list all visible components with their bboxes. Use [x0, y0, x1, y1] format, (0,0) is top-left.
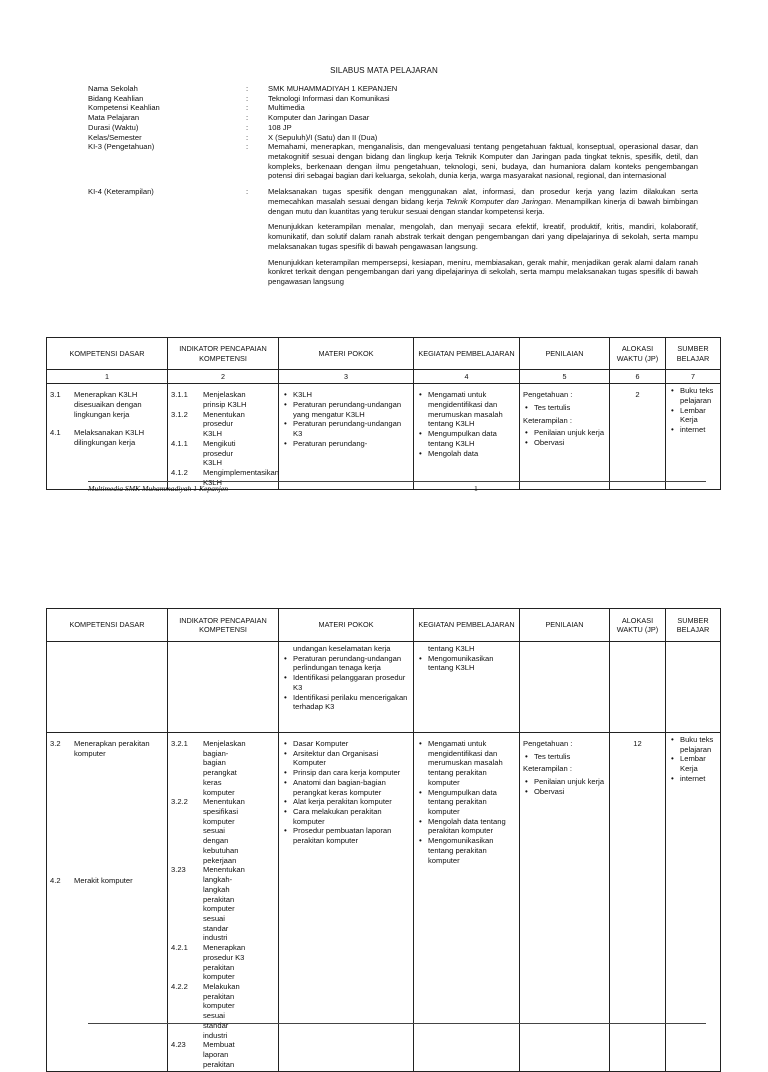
- ipk-number: 3.1.1: [171, 390, 188, 400]
- info-value: Teknologi Informasi dan Komunikasi: [268, 93, 390, 103]
- info-row: [88, 103, 698, 113]
- materi-item: • Identifikasi perilaku mencerigakan terhadap K3: [282, 693, 410, 712]
- col-number: 5: [520, 370, 610, 384]
- info-colon: :: [246, 103, 249, 113]
- col-header-sumber: SUMBER BELAJAR: [666, 338, 721, 370]
- materi-item: • Prosedur pembuatan laporan perakitan komputer: [282, 826, 410, 845]
- penilaian-item: • Obervasi: [523, 438, 606, 448]
- ipk-cell: [168, 642, 279, 733]
- info-label: Kompetensi Keahlian: [88, 103, 160, 113]
- kd-text: Menerapkan perakitan komputer: [74, 739, 150, 758]
- bottom-rule: [88, 1023, 706, 1024]
- ipk-number: 3.1.2: [171, 409, 188, 419]
- ipk-text: Membuat laporan perakitan: [203, 1040, 235, 1069]
- sumber-item: • internet: [669, 774, 717, 784]
- materi-item: • Prinsip dan cara kerja komputer: [282, 768, 410, 778]
- col-header-ipk: INDIKATOR PENCAPAIAN KOMPETENSI: [168, 609, 279, 642]
- materi-item: • Peraturan perundang-undangan K3: [282, 419, 410, 438]
- info-value: Komputer dan Jaringan Dasar: [268, 113, 370, 123]
- materi-cell: [279, 733, 414, 1072]
- info-colon: :: [246, 113, 249, 123]
- sumber-cell: [666, 642, 721, 733]
- ipk-text: Menerapkan prosedur K3 perakitan komputer: [203, 943, 246, 982]
- penilaian-label: Pengetahuan :: [523, 390, 573, 400]
- sumber-cell: [666, 733, 721, 1072]
- ipk-item: [171, 410, 275, 439]
- ipk-text: Menentukan prosedur K3LH: [203, 409, 245, 439]
- materi-cell: [279, 384, 414, 490]
- info-label: Bidang Keahlian: [88, 93, 144, 103]
- syllabus-table-1: [46, 337, 721, 490]
- ki4-paragraph-2: Menunjukkan keterampilan menalar, mengolah, dan menyaji secara efektif, kreatif, produktif, kritis, mandiri, kolaboratif, komunikatif, dan solutif dalam ranah abstrak terkait dengan pengembangan dari yang dipelajarinya di sekolah, serta mampu melaksanakan tugas spesifik di bawah pengawasan langsung.: [268, 222, 698, 251]
- ipk-number: 3.23: [171, 865, 186, 875]
- kd-item: [50, 876, 164, 886]
- materi-item: • Arsitektur dan Organisasi Komputer: [282, 749, 410, 768]
- kegiatan-item: • Mengolah data: [417, 449, 516, 459]
- ki4-p1-text-a: Melaksanakan tugas spesifik dengan menggunakan alat, informasi, dan prosedur kerja yang lazim dilakukan serta memecahkan masalah sesuai dengan bidang kerja: [268, 187, 698, 206]
- info-value: SMK MUHAMMADIYAH 1 KEPANJEN: [268, 84, 398, 93]
- kegiatan-cell: [414, 384, 520, 490]
- ki3-row: [88, 142, 698, 181]
- info-label: Durasi (Waktu): [88, 122, 139, 132]
- table-header-row: [47, 609, 721, 642]
- ipk-text: Menjelaskan prinsip K3LH: [203, 390, 247, 409]
- ipk-item: [171, 439, 275, 468]
- kegiatan-item: • Mengumpulkan data tentang K3LH: [417, 429, 516, 448]
- footer-brand: Multimedia SMK Muhammadiyah 1 Kepanjen: [88, 484, 229, 493]
- ki3-label: KI-3 (Pengetahuan): [88, 142, 155, 152]
- kd-item: [50, 428, 164, 447]
- ipk-number: 4.1.1: [171, 438, 188, 448]
- kegiatan-item: • Mengolah data tentang perakitan komputer: [417, 817, 516, 836]
- materi-item: • Dasar Komputer: [282, 739, 410, 749]
- kegiatan-item: • Mengumpulkan data tentang perakitan komputer: [417, 788, 516, 817]
- info-row: [88, 84, 698, 94]
- kd-number: 3.2: [50, 739, 61, 748]
- col-header-sumber: SUMBER BELAJAR: [666, 609, 721, 642]
- kegiatan-cell: [414, 642, 520, 733]
- ki4-paragraph-1: [268, 187, 698, 216]
- info-colon: :: [246, 84, 249, 93]
- ipk-number: 4.23: [171, 1040, 186, 1050]
- sumber-item: • internet: [669, 425, 717, 435]
- kd-cell: [47, 733, 168, 1072]
- syllabus-table-2: [46, 608, 721, 1072]
- col-header-materi: MATERI POKOK: [279, 338, 414, 370]
- ipk-item: [171, 390, 275, 409]
- sumber-item: • Lembar Kerja: [669, 406, 717, 425]
- kd-number: 4.1: [50, 428, 61, 438]
- ipk-number: 4.1.2: [171, 467, 188, 477]
- col-number: 2: [168, 370, 279, 384]
- info-colon: :: [246, 142, 249, 152]
- ipk-number: 3.2.1: [171, 739, 188, 748]
- materi-continuation: undangan keselamatan kerja: [293, 644, 391, 653]
- info-colon: :: [246, 93, 249, 103]
- info-row: [88, 123, 698, 133]
- table-row: [47, 733, 721, 1072]
- info-label: Kelas/Semester: [88, 132, 142, 142]
- page-footer: [88, 481, 706, 494]
- table-row: [47, 642, 721, 733]
- ipk-item: [171, 797, 275, 865]
- ipk-item: [171, 982, 275, 1040]
- ipk-text: Menjelaskan bagian-bagian perangkat keras komputer: [203, 739, 246, 797]
- materi-item: • Peraturan perundang-: [282, 439, 410, 449]
- sumber-item: • Lembar Kerja: [669, 754, 717, 773]
- kegiatan-item: • Mengomunikasikan tentang perakitan komputer: [417, 836, 516, 865]
- col-header-ipk: INDIKATOR PENCAPAIAN KOMPETENSI: [168, 338, 279, 370]
- materi-item: • Peraturan perundang-undangan yang mengatur K3LH: [282, 400, 410, 419]
- penilaian-item: • Obervasi: [523, 787, 606, 797]
- ipk-cell: [168, 733, 279, 1072]
- info-colon: :: [246, 122, 249, 132]
- kd-number: 3.1: [50, 390, 61, 400]
- col-number: 1: [47, 370, 168, 384]
- col-header-penilaian: PENILAIAN: [520, 609, 610, 642]
- ipk-number: 4.2.1: [171, 943, 188, 953]
- alokasi-value: 12: [633, 739, 642, 748]
- ipk-number: 3.2.2: [171, 797, 188, 807]
- materi-item: • K3LH: [282, 390, 410, 400]
- penilaian-item: • Tes tertulis: [523, 752, 606, 762]
- sumber-item: • Buku teks pelajaran: [669, 386, 717, 405]
- ipk-text: Menentukan langkah-langkah perakitan komputer sesuai standar industri: [203, 865, 245, 943]
- penilaian-item: • Penilaian unjuk kerja: [523, 777, 606, 787]
- col-header-alokasi: ALOKASI WAKTU (JP): [610, 609, 666, 642]
- penilaian-label: Keterampilan :: [523, 764, 572, 774]
- materi-item: • Cara melakukan perakitan komputer: [282, 807, 410, 826]
- info-label: Nama Sekolah: [88, 84, 138, 93]
- sumber-item: • Buku teks pelajaran: [669, 735, 717, 754]
- alokasi-cell: [610, 384, 666, 490]
- ki3-text: Memahami, menerapkan, menganalisis, dan mengevaluasi tentang pengetahuan faktual, konseptual, operasional dasar, dan metakognitif sesuai dengan bidang dan lingkup kerja Teknik Komputer dan Jaringan pada tingkat teknis, spesifik, detil, dan kompleks, berkenaan dengan ilmu pengetahuan, teknologi, seni, budaya, dan humaniora dalam konteks pengembangan potensi diri sebagai bagian dari keluarga, sekolah, dunia kerja, warga masyarakat nasional, regional, dan internasional: [268, 142, 698, 181]
- ipk-text: Melakukan perakitan komputer sesuai standar industri: [203, 981, 240, 1040]
- info-colon: :: [246, 132, 249, 142]
- ipk-item: [171, 865, 275, 943]
- penilaian-cell: [520, 642, 610, 733]
- kegiatan-item: • Mengamati untuk mengidentifikasi dan merumuskan masalah tentang perakitan komputer: [417, 739, 516, 788]
- alokasi-cell: [610, 642, 666, 733]
- info-value: 108 JP: [268, 122, 292, 132]
- materi-item: • Anatomi dan bagian-bagian perangkat keras komputer: [282, 778, 410, 797]
- ki4-row: [88, 187, 698, 286]
- kd-item: [50, 739, 164, 758]
- kegiatan-item: • Mengamati untuk mengidentifikasi dan merumuskan masalah tentang K3LH: [417, 390, 516, 429]
- column-number-row: [47, 370, 721, 384]
- kegiatan-item: • Mengomunikasikan tentang K3LH: [417, 654, 516, 673]
- page-title: SILABUS MATA PELAJARAN: [330, 66, 438, 75]
- materi-item: • Alat kerja perakitan komputer: [282, 797, 410, 807]
- col-number: 6: [610, 370, 666, 384]
- ki4-p1-text-b: . Menampilkan kinerja di bawah bimbingan dengan mutu dan kuantitas yang terukur sesuai dengan standar kompetensi kerja.: [268, 196, 698, 216]
- ipk-item: [171, 943, 275, 982]
- ki4-label: KI-4 (Keterampilan): [88, 187, 154, 197]
- materi-item: • Peraturan perundang-undangan perlindungan tenaga kerja: [282, 654, 410, 673]
- col-header-kd: KOMPETENSI DASAR: [47, 338, 168, 370]
- kd-item: [50, 390, 164, 419]
- kd-text: Melaksanakan K3LH dilingkungan kerja: [74, 428, 145, 448]
- ki4-paragraph-3: Menunjukkan keterampilan mempersepsi, kesiapan, meniru, membiasakan, gerak mahir, menjadikan gerak alami dalam ranah konkret terkait dengan pengembangan dari yang dipelajarinya di sekolah, serta mampu melaksanakan tugas spesifik di bawah pengawasan langsung: [268, 257, 698, 286]
- kegiatan-cell: [414, 733, 520, 1072]
- table-header-row: [47, 338, 721, 370]
- ipk-number: 4.2.2: [171, 981, 188, 991]
- info-row: [88, 133, 698, 143]
- ipk-item: [171, 739, 275, 797]
- col-header-penilaian: PENILAIAN: [520, 338, 610, 370]
- info-row: [88, 113, 698, 123]
- ipk-text: Mengikuti prosedur K3LH: [203, 438, 236, 468]
- col-number: 3: [279, 370, 414, 384]
- col-header-kegiatan: KEGIATAN PEMBELAJARAN: [414, 609, 520, 642]
- table-row: [47, 384, 721, 490]
- ipk-cell: [168, 384, 279, 490]
- col-number: 4: [414, 370, 520, 384]
- materi-item: • Identifikasi pelanggaran prosedur K3: [282, 673, 410, 692]
- penilaian-cell: [520, 384, 610, 490]
- col-number: 7: [666, 370, 721, 384]
- penilaian-label: Pengetahuan :: [523, 739, 573, 748]
- info-value: Multimedia: [268, 103, 305, 113]
- ipk-text: Menentukan spesifikasi komputer sesuai dengan kebutuhan pekerjaan: [203, 797, 245, 865]
- kd-cell: [47, 384, 168, 490]
- info-row: [88, 94, 698, 104]
- penilaian-label: Keterampilan :: [523, 415, 572, 425]
- kegiatan-continuation: tentang K3LH: [428, 644, 475, 653]
- penilaian-item: • Penilaian unjuk kerja: [523, 428, 606, 438]
- sumber-cell: [666, 384, 721, 490]
- ipk-text: Mengimplementasikan K3LH: [203, 467, 279, 487]
- kd-text: Merakit komputer: [74, 876, 133, 886]
- col-header-kd: KOMPETENSI DASAR: [47, 609, 168, 642]
- page-number: 1: [474, 484, 478, 493]
- syllabus-info: [88, 84, 698, 287]
- ipk-item: [171, 1040, 275, 1069]
- penilaian-item: • Tes tertulis: [523, 403, 606, 413]
- kd-text: Menerapkan K3LH disesuaikan dengan lingkungan kerja: [74, 390, 142, 419]
- col-header-materi: MATERI POKOK: [279, 609, 414, 642]
- kd-number: 4.2: [50, 876, 61, 886]
- ki4-p1-italic: Teknik Komputer dan Jaringan: [445, 196, 551, 206]
- materi-cell: [279, 642, 414, 733]
- col-header-alokasi: ALOKASI WAKTU (JP): [610, 338, 666, 370]
- info-label: Mata Pelajaran: [88, 113, 140, 123]
- kd-cell: [47, 642, 168, 733]
- alokasi-cell: [610, 733, 666, 1072]
- penilaian-cell: [520, 733, 610, 1072]
- info-value: X (Sepuluh)/I (Satu) dan II (Dua): [268, 132, 378, 142]
- alokasi-value: 2: [635, 390, 640, 400]
- col-header-kegiatan: KEGIATAN PEMBELAJARAN: [414, 338, 520, 370]
- info-colon: :: [246, 187, 249, 197]
